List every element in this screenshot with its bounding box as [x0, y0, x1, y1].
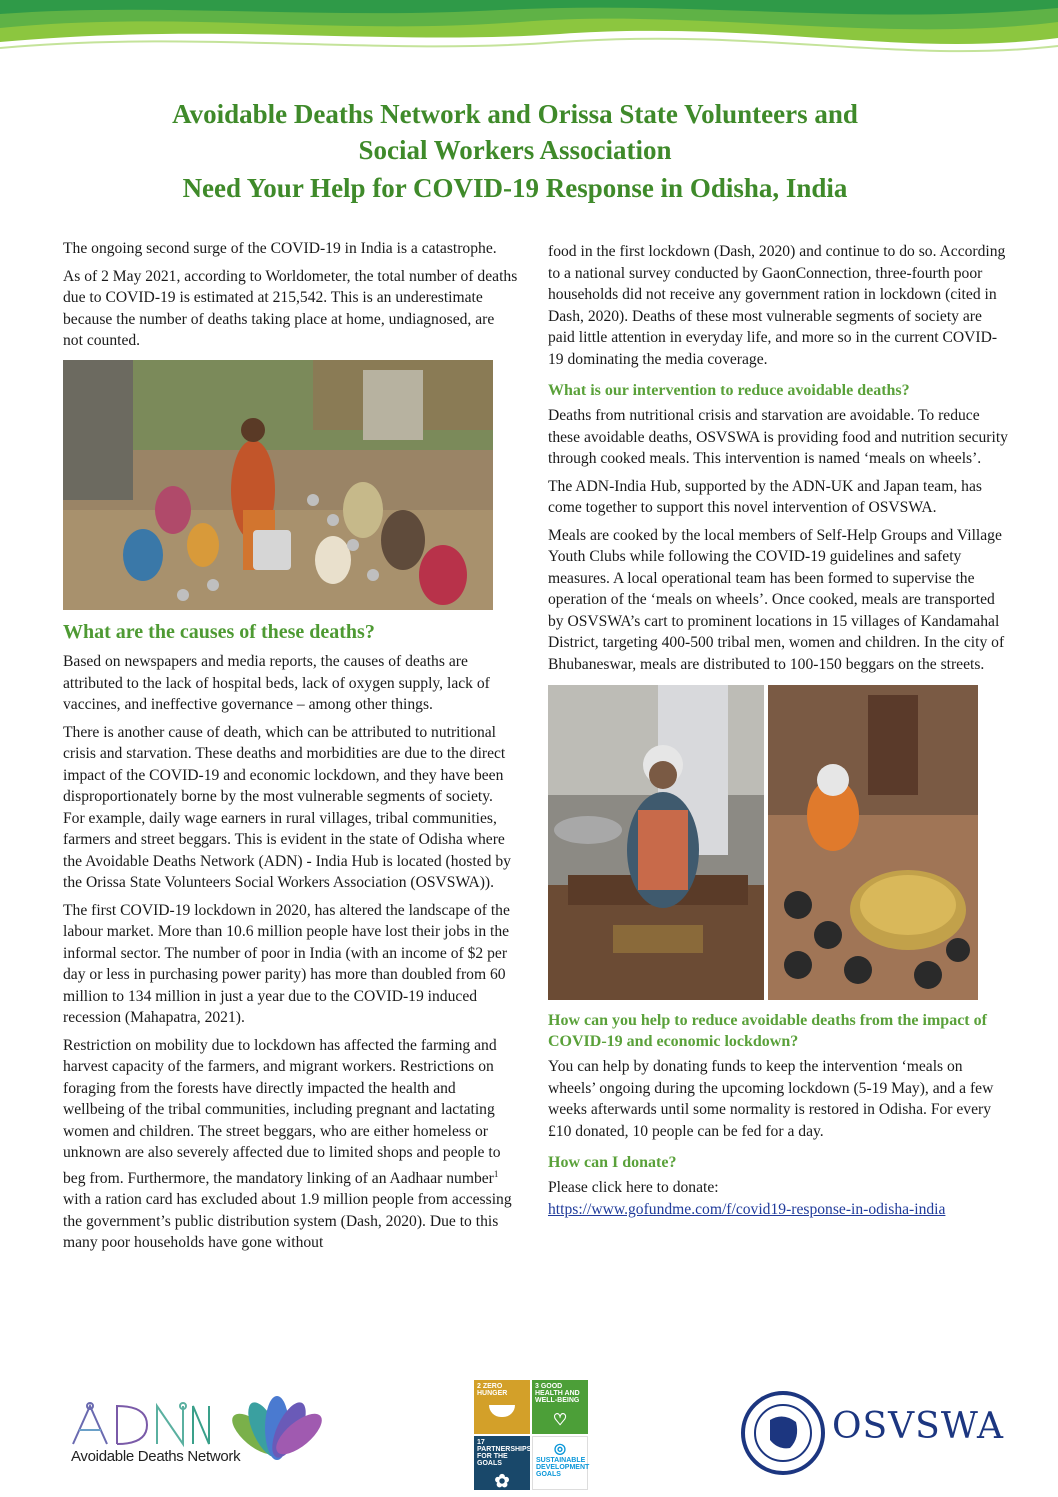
title-block [60, 96, 970, 206]
flower-icon: ✿ [494, 1471, 510, 1491]
paragraph-intervention: Deaths from nutritional crisis and starvation are avoidable. To reduce these avoidable deaths, OSVSWA is providing food and nutrition security through cooked meals. This intervention is named ‘meals on wheels’. [548, 407, 1008, 467]
sdg-logo [474, 1380, 588, 1490]
paragraph-donate: Please click here to donate: [548, 1179, 719, 1196]
osvswa-seal-icon [740, 1390, 826, 1476]
osvswa-logo-label: OSVSWA [832, 1406, 1005, 1447]
adn-logo [65, 1394, 325, 1474]
paragraph-mobility-part-1: Restriction on mobility due to lockdown has affected the farming and harvest capacity of the farmers, and migrant workers. Restrictions on foraging from the forests have directly impacted the health and wellbeing of the tribal communities, including pregnant and lactating women and children. The street beggars, who are either homeless or unknown are also severely affected due to limited shops and people to beg from. Furthermore, the mandatory linking of an Aadhaar number [63, 1036, 501, 1187]
right-column [548, 241, 1010, 1220]
photo-community-meal [63, 360, 493, 610]
osvswa-logo [740, 1384, 1010, 1484]
heading-intervention: What is our intervention to reduce avoidable deaths? [548, 382, 910, 399]
lead-paragraph: The ongoing second surge of the COVID-19 in India is a catastrophe. [63, 240, 497, 257]
paragraph-continuation: food in the first lockdown (Dash, 2020) and continue to do so. According to a national survey conducted by GaonConnection, three-fourth poor households did not receive any government ration in lockdown (cited in Dash, 2020). Deaths of these most vulnerable segments of society are paid little attention in everyday life, and more so in the current COVID-19 dominating the media coverage. [548, 243, 1006, 368]
lotus-icon [226, 1396, 325, 1462]
cooking-photos-illustration [548, 685, 978, 1000]
paragraph-death-count: As of 2 May 2021, according to Worldometer, the total number of deaths due to COVID-19 is estimated at 215,542. This is an underestimate because the number of deaths taking place at home, undiagnosed, are not counted. [63, 267, 518, 349]
page-title-line-3: Need Your Help for COVID-19 Response in Odisha, India [182, 173, 848, 203]
sdg-tile-goals: ◎ SUSTAINABLE DEVELOPMENT GOALS [532, 1436, 588, 1490]
paragraph-mobility-part-2: with a ration card has excluded about 1.9 million people from accessing the government’s public distribution system (Dash, 2020). Due to this many poor households have gone without [63, 1191, 512, 1252]
paragraph-labour-market: The first COVID-19 lockdown in 2020, has altered the landscape of the labour market. More than 10.6 million people have lost their jobs in the informal sector. The number of poor in India (with an income of $2 per day or less in purchasing power parity) has more than doubled from 60 million to 134 million in just a year due to the COVID-19 induced recession (Mahapatra, 2021). [63, 901, 510, 1026]
sdg-tile-partnerships: 17 PARTNERSHIPS FOR THE GOALS ✿ [474, 1436, 530, 1490]
paragraph-mobility-restrictions [63, 1035, 518, 1254]
paragraph-causes: Based on newspapers and media reports, the causes of deaths are attributed to the lack of hospital beds, lack of oxygen supply, lack of vaccines, and ineffective governance – among other things. [63, 653, 490, 713]
paragraph-nutritional-crisis: There is another cause of death, which can be attributed to nutritional crisis and starvation. These deaths and morbidities are due to the direct impact of the COVID-19 and economic lockdown, and they have been disproportionately borne by the most vulnerable segments of society. For example, daily wage earners in rural villages, tribal communities, farmers and street beggars. This is evident in the state of Odisha where the Avoidable Deaths Network (ADN) - India Hub is located (hosted by the Orissa State Volunteers Social Workers Association (OSVSWA)). [63, 723, 511, 891]
heartbeat-icon: ♡ [552, 1412, 568, 1429]
community-meal-illustration [63, 360, 493, 610]
header-wave-decoration [0, 0, 1058, 70]
un-globe-icon: ◎ [553, 1440, 567, 1456]
paragraph-meals-cooked: Meals are cooked by the local members of Self-Help Groups and Village Youth Clubs while following the COVID-19 guidelines and safety measures. A local operational team has been formed to supervise the operation of the ‘meals on wheels’. Once cooked, meals are transported by OSVSWA’s cart to prominent locations in 15 villages of Kandamahal District, targeting 400-500 tribal men, women and children. In the city of Bhubaneswar, meals are distributed to 100-150 beggars on the streets. [548, 526, 1005, 673]
sdg-tile-good-health: 3 GOOD HEALTH AND WELL-BEING ♡ [532, 1380, 588, 1434]
footer-logos [0, 1378, 1058, 1493]
adn-logo-label: Avoidable Deaths Network [71, 1448, 241, 1465]
heading-donate: How can I donate? [548, 1154, 677, 1171]
photo-pair-cooking [548, 685, 978, 1000]
bowl-icon [489, 1405, 515, 1417]
page-title-line-1: Avoidable Deaths Network and Orissa State Volunteers and [172, 99, 858, 129]
heading-causes: What are the causes of these deaths? [63, 620, 375, 643]
footnote-marker: 1 [493, 1168, 499, 1179]
paragraph-how-to-help: You can help by donating funds to keep the intervention ‘meals on wheels’ ongoing during the upcoming lockdown (5-19 May), and a few weeks afterwards until some normality is restored in Odisha. For every £10 donated, 10 people can be fed for a day. [548, 1058, 994, 1140]
paragraph-adn-hub: The ADN-India Hub, supported by the ADN-UK and Japan team, has come together to support this novel intervention of OSVSWA. [548, 477, 982, 516]
sdg-tile-zero-hunger: 2 ZERO HUNGER [474, 1380, 530, 1434]
page-title-line-2: Social Workers Association [358, 135, 672, 165]
left-column [63, 238, 518, 1260]
heading-how-to-help: How can you help to reduce avoidable deaths from the impact of COVID-19 and economic lockdown? [548, 1012, 987, 1050]
donate-link[interactable]: https://www.gofundme.com/f/covid19-response-in-odisha-india [548, 1200, 946, 1218]
